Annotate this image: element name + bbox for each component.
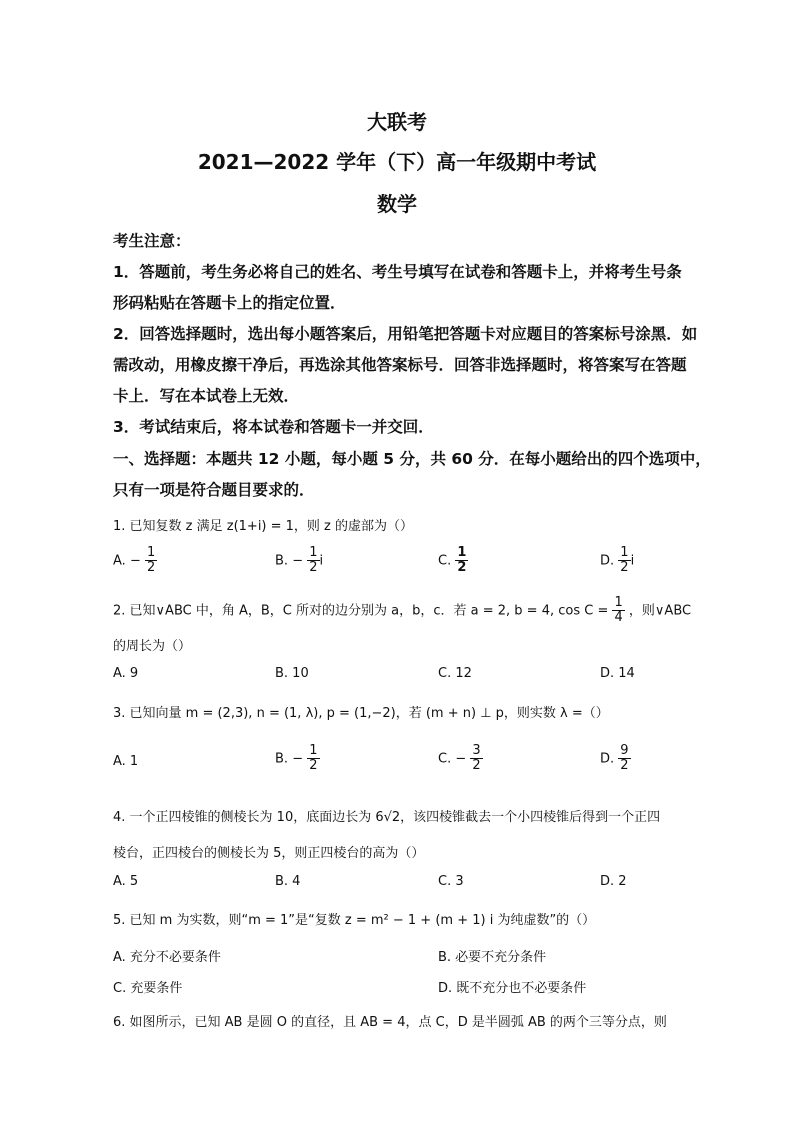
exam-title-subject: 数学 xyxy=(377,192,417,216)
question-2-option-c: C. 12 xyxy=(438,666,472,681)
question-5-option-b: B. 必要不充分条件 xyxy=(438,950,547,965)
notice-item-1-line-1: 1．答题前，考生务必将自己的姓名、考生号填写在试卷和答题卡上，并将考生号条 xyxy=(113,263,682,281)
question-2-option-d: D. 14 xyxy=(600,666,635,681)
question-3-option-d: D. $\frac{9}{2}$ xyxy=(600,743,629,774)
question-4-option-b: B. 4 xyxy=(275,874,301,889)
question-2-option-a: A. 9 xyxy=(113,666,139,681)
notice-item-1-line-2: 形码粘贴在答题卡上的指定位置． xyxy=(113,294,346,312)
question-5-option-d: D. 既不充分也不必要条件 xyxy=(438,981,587,996)
notice-item-2-line-3: 卡上．写在本试卷上无效． xyxy=(113,387,300,405)
question-6-stem-line-1: 6. 如图所示，已知 AB 是圆 O 的直径，且 AB = 4，点 C，D 是半圆弧 AB 的两个三等分点，则 xyxy=(113,1015,667,1030)
question-3-option-c: C. − $\frac{3}{2}$ xyxy=(438,743,481,774)
section-1-line-1: 一、选择题：本题共 12 小题，每小题 5 分，共 60 分．在每小题给出的四个选项中， xyxy=(113,450,711,468)
question-3-stem: 3. 已知向量 m = (2,3), n = (1, λ), p = (1,−2)，若 (m + n) ⊥ p，则实数 λ =（） xyxy=(113,706,609,721)
notice-item-2-line-2: 需改动，用橡皮擦干净后，再选涂其他答案标号．回答非选择题时，将答案写在答题 xyxy=(113,356,687,374)
question-5-option-a: A. 充分不必要条件 xyxy=(113,950,221,965)
exam-title-brand: 大联考 xyxy=(367,110,427,134)
question-1-option-b: B. − $\frac{1}{2}$ i xyxy=(275,545,324,576)
question-4-option-c: C. 3 xyxy=(438,874,464,889)
question-4-option-d: D. 2 xyxy=(600,874,627,889)
question-3-option-b: B. − $\frac{1}{2}$ xyxy=(275,743,318,774)
question-2-stem-line-2: 的周长为（） xyxy=(113,639,192,654)
section-1-line-2: 只有一项是符合题目要求的． xyxy=(113,481,315,499)
question-5-option-c: C. 充要条件 xyxy=(113,981,183,996)
question-1-stem: 1. 已知复数 z 满足 z(1+i) = 1，则 z 的虚部为（） xyxy=(113,519,414,534)
question-1-option-d: D. $\frac{1}{2}$ i xyxy=(600,545,635,576)
question-2-stem-line-1: 2. 已知∨ABC 中，角 A，B，C 所对的边分别为 a，b，c．若 a = 2, b = 4, cos C = $\frac{1}{4}$ ，则∨ABC xyxy=(113,595,692,626)
question-4-stem-line-2: 棱台，正四棱台的侧棱长为 5，则正四棱台的高为（） xyxy=(113,846,425,861)
question-2-option-b: B. 10 xyxy=(275,666,309,681)
question-4-option-a: A. 5 xyxy=(113,874,139,889)
question-1-option-c: C. $\frac{1}{2}$ xyxy=(438,545,467,576)
question-4-stem-line-1: 4. 一个正四棱锥的侧棱长为 10，底面边长为 6√2，该四棱锥截去一个小四棱锥后得到一个正四 xyxy=(113,810,661,825)
notice-item-3: 3．考试结束后，将本试卷和答题卡一并交回． xyxy=(113,418,434,436)
question-3-option-a: A. 1 xyxy=(113,754,139,769)
notice-item-2-line-1: 2．回答选择题时，选出每小题答案后，用铅笔把答题卡对应题目的答案标号涂黑．如 xyxy=(113,325,698,343)
exam-title-term: 2021—2022 学年（下）高一年级期中考试 xyxy=(197,150,597,174)
notice-heading: 考生注意： xyxy=(113,232,191,250)
question-5-stem: 5. 已知 m 为实数，则“m = 1”是“复数 z = m² − 1 + (m + 1) i 为纯虚数”的（） xyxy=(113,913,596,928)
question-1-option-a: A. − $\frac{1}{2}$ xyxy=(113,545,156,576)
